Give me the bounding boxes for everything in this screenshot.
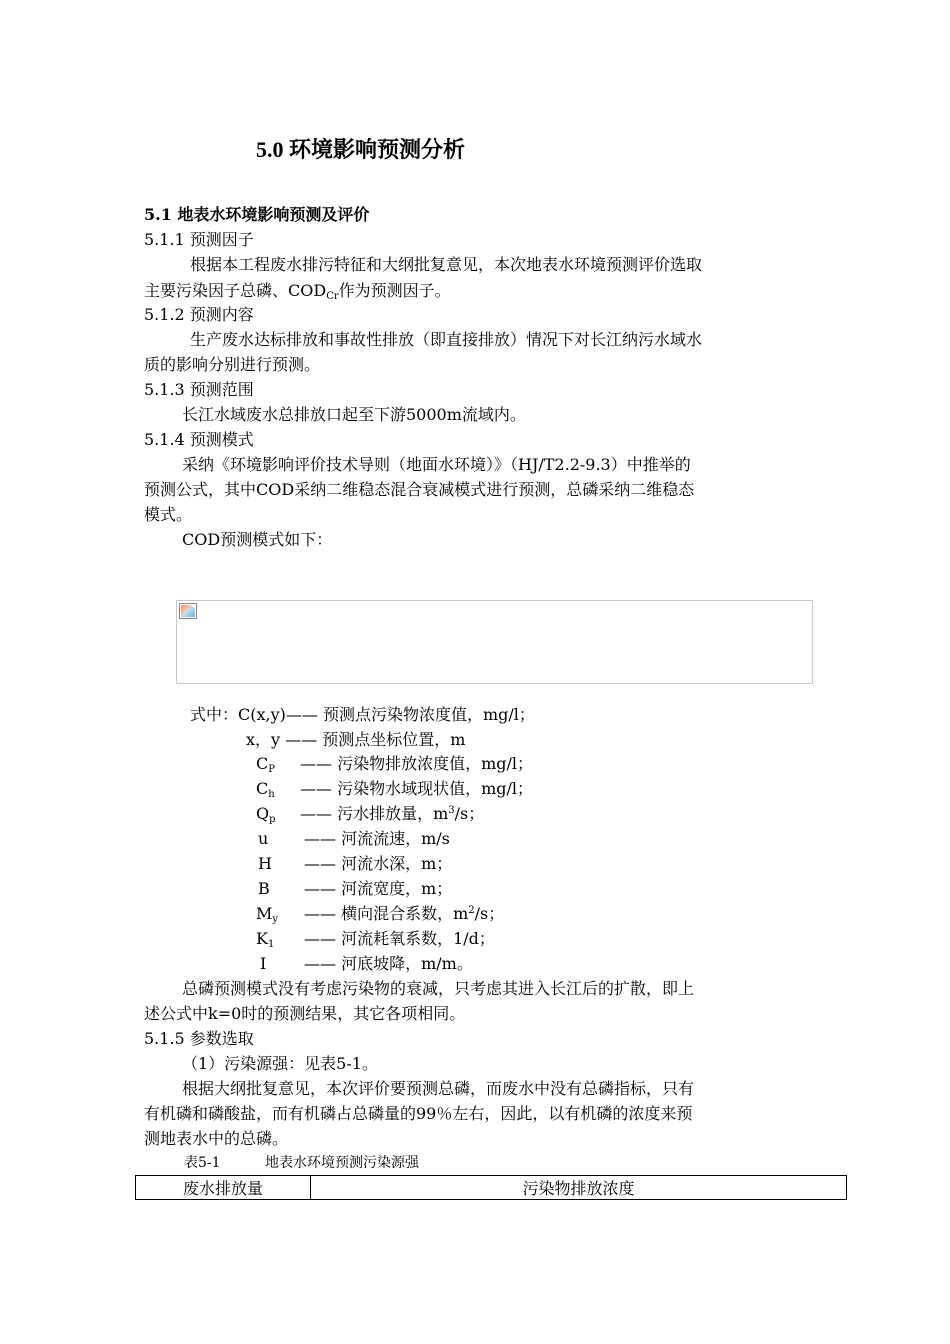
paragraph-line: 主要污染因子总磷、CODCr作为预测因子。 [144,281,451,302]
heading-5-1-2: 5.1.2 预测内容 [144,305,254,324]
paragraph-line: 有机磷和磷酸盐，而有机磷占总磷量的99％左右，因此，以有机磷的浓度来预 [144,1104,693,1123]
paragraph-line: 总磷预测模式没有考虑污染物的衰减，只考虑其进入长江后的扩散，即上 [182,979,695,998]
variable-i: I [260,954,267,973]
list-item: （1）污染源强：见表5-1。 [182,1054,378,1073]
variable-b-desc: —— 河流宽度，m； [304,879,453,898]
paragraph-line: 预测公式，其中COD采纳二维稳态混合衰减模式进行预测，总磷采纳二维稳态 [144,480,695,499]
paragraph-line: 根据本工程废水排污特征和大纲批复意见，本次地表水环境预测评价选取 [190,255,703,274]
variable-u-desc: —— 河流流速，m/s [304,829,450,848]
variable-my: My [256,904,279,925]
table-caption [184,1151,419,1175]
paragraph-line: 述公式中k=0时的预测结果，其它各项相同。 [144,1004,466,1023]
variable-intro: 式中：C(x,y)—— 预测点污染物浓度值，mg/l； [190,705,535,724]
paragraph-line: 测地表水中的总磷。 [144,1129,289,1148]
page-title: 5.0 环境影响预测分析 [256,137,466,162]
table-header-cell: 污染物排放浓度 [311,1176,847,1200]
formula-image-placeholder [176,600,813,684]
variable-h-desc: —— 河流水深，m； [304,854,453,873]
section-heading-5-1: 5.1 地表水环境影响预测及评价 [144,205,370,224]
table-caption-number: 表5-1 [184,1155,221,1171]
pollution-source-table [135,1175,847,1200]
variable-ch-desc: —— 污染物水域现状值，mg/l； [300,779,534,798]
heading-5-1-1: 5.1.1 预测因子 [144,230,254,249]
heading-5-1-3: 5.1.3 预测范围 [144,380,254,399]
paragraph-line: 模式。 [144,505,193,524]
heading-5-1-5: 5.1.5 参数选取 [144,1029,254,1048]
paragraph-line: 生产废水达标排放和事故性排放（即直接排放）情况下对长江纳污水域水 [190,330,703,349]
paragraph-line: COD预测模式如下： [182,530,333,549]
broken-image-icon [179,603,197,619]
heading-5-1-4: 5.1.4 预测模式 [144,430,254,449]
variable-cp-desc: —— 污染物排放浓度值，mg/l； [300,754,534,773]
table-header-row [136,1176,847,1200]
variable-i-desc: —— 河底坡降，m/m。 [304,954,473,973]
variable-h: H [258,854,272,873]
variable-u: u [258,829,269,848]
paragraph-line: 质的影响分别进行预测。 [144,355,321,374]
paragraph-line: 长江水域废水总排放口起至下游5000m流域内。 [182,405,526,424]
paragraph-line: 采纳《环境影响评价技术导则（地面水环境）》（HJ/T2.2-9.3）中推举的 [182,455,691,474]
variable-cp: CP [256,754,275,775]
paragraph-line: 根据大纲批复意见，本次评价要预测总磷，而废水中没有总磷指标，只有 [182,1079,695,1098]
variable-ch: Ch [256,779,275,800]
variable-qp-desc: —— 污水排放量，$m^3/s$； [300,804,485,823]
variable-my-desc: —— 横向混合系数，$m^2/s$； [304,904,505,923]
variable-k1-desc: —— 河流耗氧系数，1/d； [304,929,495,948]
variable-b: B [258,879,270,898]
table-caption-title: 地表水环境预测污染源强 [265,1155,419,1171]
variable-qp: Qp [256,804,276,825]
table-header-cell: 废水排放量 [136,1176,311,1200]
variable-k1: K1 [256,929,275,950]
variable-xy: x，y —— 预测点坐标位置，m [246,730,466,749]
